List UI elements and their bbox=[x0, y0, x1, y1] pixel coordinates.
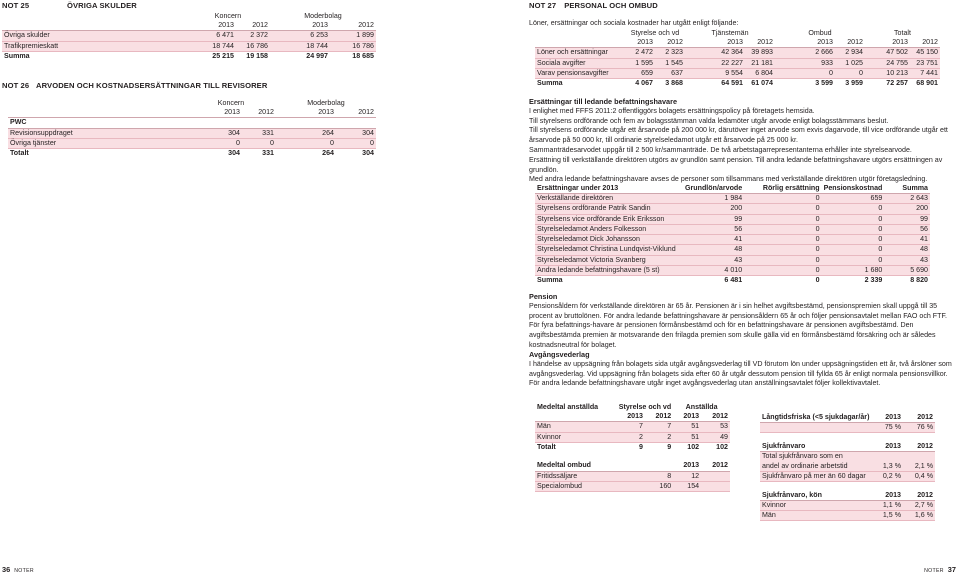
cell: 72 257 bbox=[865, 79, 910, 89]
note-number: NOT 26 bbox=[2, 81, 30, 90]
group-header-moderbolag: Moderbolag bbox=[304, 12, 342, 20]
cell: 2 323 bbox=[655, 48, 685, 58]
cell: 331 bbox=[242, 149, 276, 159]
note-title: ÖVRIGA SKULDER bbox=[67, 1, 137, 10]
cell: 75 % bbox=[875, 423, 903, 433]
cell: 264 bbox=[276, 128, 336, 138]
cell: 1 545 bbox=[655, 58, 685, 68]
year-header: 2012 bbox=[903, 413, 935, 423]
cell: 7 bbox=[617, 422, 645, 432]
cell: 8 820 bbox=[884, 275, 930, 285]
table-row bbox=[535, 422, 730, 432]
row-label: Övriga tjänster bbox=[8, 138, 186, 148]
note-title: ARVODEN OCH KOSTNADSERSÄTTNINGAR TILL REVISORER bbox=[36, 81, 268, 90]
paragraph: I händelse av uppsägning från bolagets sida utgår avgångsvederlag till VD förutom lön under uppsägningstiden ett år, två årslöner som avgångsvederlag. Vid uppsägning från bolagets sida efter 60 år utgår dessutom pension till fyllda 65 år enligt normala pensionsvillkor. För andra ledande befattningshavare utgår inget avgångsvederlag utan anställningsavtalet följer kollektivavtalet. bbox=[529, 359, 952, 388]
page-number: 36 bbox=[2, 565, 11, 573]
table-title: Medeltal ombud bbox=[535, 461, 617, 471]
group-header: Totalt bbox=[894, 29, 911, 37]
cell: 41 bbox=[884, 235, 930, 245]
page-footer-right bbox=[924, 565, 956, 573]
row-label: Summa bbox=[535, 275, 678, 285]
row-label: andel av ordinarie arbetstid bbox=[760, 462, 875, 472]
cell: 659 bbox=[822, 194, 885, 204]
cell: 304 bbox=[336, 128, 376, 138]
cell: 18 744 bbox=[186, 41, 236, 51]
year-header: 2012 bbox=[655, 38, 685, 48]
cell: 0 bbox=[822, 255, 885, 265]
year-header: 2012 bbox=[645, 412, 673, 422]
year-header: 2012 bbox=[242, 108, 276, 118]
cell: 9 554 bbox=[685, 68, 745, 78]
cell: 1 025 bbox=[835, 58, 865, 68]
cell: 933 bbox=[775, 58, 835, 68]
cell: 43 bbox=[884, 255, 930, 265]
page-number: 37 bbox=[947, 565, 956, 573]
year-header: 2013 bbox=[875, 413, 903, 423]
row-label: Kvinnor bbox=[535, 432, 617, 442]
cell: 18 685 bbox=[330, 51, 376, 61]
cell: 99 bbox=[884, 214, 930, 224]
table-row bbox=[535, 255, 930, 265]
group-header: Tjänstemän bbox=[711, 29, 749, 37]
cell: 0 bbox=[775, 68, 835, 78]
year-header: 2013 bbox=[685, 38, 745, 48]
note-title: PERSONAL OCH OMBUD bbox=[564, 1, 658, 10]
cell: 0 bbox=[744, 224, 821, 234]
cell: 102 bbox=[673, 442, 701, 452]
cell: 102 bbox=[701, 442, 730, 452]
row-label: Övriga skulder bbox=[2, 31, 186, 41]
cell: 0 bbox=[822, 235, 885, 245]
table-row bbox=[760, 423, 935, 433]
table-row bbox=[8, 138, 376, 148]
average-employees-table bbox=[535, 403, 730, 492]
cell: 1,5 % bbox=[875, 511, 903, 521]
footer-label: NOTER bbox=[924, 568, 944, 573]
cell: 3 868 bbox=[655, 79, 685, 89]
section-heading: Avgångsvederlag bbox=[529, 350, 590, 359]
cell bbox=[903, 452, 935, 462]
cell: 3 599 bbox=[775, 79, 835, 89]
cell: 154 bbox=[673, 481, 701, 491]
row-label: Män bbox=[535, 422, 617, 432]
table-title: Sjukfrånvaro bbox=[760, 442, 875, 452]
cell: 41 bbox=[678, 235, 745, 245]
year-header: 2012 bbox=[903, 442, 935, 452]
table-row bbox=[535, 265, 930, 275]
row-label: Summa bbox=[535, 79, 625, 89]
cell: 6 253 bbox=[270, 31, 330, 41]
note-26-heading bbox=[2, 81, 267, 91]
group-header: Anställda bbox=[685, 403, 718, 411]
cell: 42 364 bbox=[685, 48, 745, 58]
year-header: 2013 bbox=[875, 442, 903, 452]
row-label: Totalt bbox=[535, 442, 617, 452]
cell: 304 bbox=[186, 149, 242, 159]
group-header-moderbolag: Moderbolag bbox=[307, 99, 345, 107]
cell bbox=[875, 452, 903, 462]
cell: 1,6 % bbox=[903, 511, 935, 521]
cell: 6 471 bbox=[186, 31, 236, 41]
cell: 18 744 bbox=[270, 41, 330, 51]
cell: 331 bbox=[242, 128, 276, 138]
cell: 160 bbox=[645, 481, 673, 491]
year-header: 2013 bbox=[186, 21, 236, 31]
row-label: Män bbox=[760, 511, 875, 521]
cell: 200 bbox=[884, 204, 930, 214]
cell: 51 bbox=[673, 422, 701, 432]
note-25-heading bbox=[2, 1, 137, 11]
cell: 24 997 bbox=[270, 51, 330, 61]
cell: 68 901 bbox=[910, 79, 940, 89]
cell: 2 339 bbox=[822, 275, 885, 285]
year-header: 2013 bbox=[276, 108, 336, 118]
year-header: 2012 bbox=[336, 108, 376, 118]
cell: 51 bbox=[673, 432, 701, 442]
note-27-heading bbox=[529, 1, 658, 11]
paragraph: I enlighet med FFFS 2011:2 offentliggörs bolagets ersättningspolicy på företagets hemsida. bbox=[529, 106, 815, 115]
year-header: 2012 bbox=[701, 412, 730, 422]
cell: 2 bbox=[617, 432, 645, 442]
row-label: Styrelsens vice ordförande Erik Eriksson bbox=[535, 214, 678, 224]
sum-row bbox=[2, 51, 376, 61]
row-label: Styrelsens ordförande Patrik Sandin bbox=[535, 204, 678, 214]
cell: 0 bbox=[744, 235, 821, 245]
cell: 0 bbox=[744, 245, 821, 255]
cell: 0 bbox=[835, 68, 865, 78]
row-label: Verkställande direktören bbox=[535, 194, 678, 204]
cell: 1 984 bbox=[678, 194, 745, 204]
cell: 1,3 % bbox=[875, 462, 903, 472]
year-header: 2012 bbox=[745, 38, 775, 48]
table-row bbox=[535, 471, 730, 481]
cell: 8 bbox=[645, 471, 673, 481]
cell: 0 bbox=[744, 255, 821, 265]
row-label: Fritidssäljare bbox=[535, 471, 617, 481]
year-header: 2013 bbox=[270, 21, 330, 31]
group-header: Styrelse och vd bbox=[618, 403, 672, 411]
row-label: Trafikpremieskatt bbox=[2, 41, 186, 51]
year-header: 2013 bbox=[673, 461, 701, 471]
table-row bbox=[2, 41, 376, 51]
personnel-costs-table bbox=[535, 29, 940, 88]
cell: 0 bbox=[744, 204, 821, 214]
column-header: Ersättningar under 2013 bbox=[535, 184, 678, 194]
row-label: Sjukfrånvaro på mer än 60 dagar bbox=[760, 471, 875, 481]
table-row bbox=[760, 471, 935, 481]
cell: 1,1 % bbox=[875, 500, 903, 510]
cell: 25 215 bbox=[186, 51, 236, 61]
note-number: NOT 25 bbox=[2, 1, 30, 10]
year-header: 2012 bbox=[835, 38, 865, 48]
severance-section bbox=[529, 350, 954, 389]
table-row bbox=[535, 58, 940, 68]
cell: 264 bbox=[276, 149, 336, 159]
row-label: Styrelseledamot Dick Johansson bbox=[535, 235, 678, 245]
cell: 200 bbox=[678, 204, 745, 214]
column-header: Rörlig ersättning bbox=[744, 184, 821, 194]
cell: 0 bbox=[822, 204, 885, 214]
year-header: 2013 bbox=[673, 412, 701, 422]
table-row bbox=[535, 235, 930, 245]
cell: 2 666 bbox=[775, 48, 835, 58]
year-header: 2012 bbox=[236, 21, 270, 31]
paragraph: Till styrelsens ordförande utgår ett årsarvode på 200 000 kr, därutöver inget arvode som exvis dagarvode, till vice ordförande utgår ett årsarvode på 50 000 kr, till ordinarie styrelseledamot utgår ett årsarvode på 25 000 kr. bbox=[529, 126, 948, 145]
paragraph: Sammanträdesarvodet uppgår till 2 500 kr/sammanträde. De två arbetstagarrepresentanterna erhåller inte styrelsearvode. bbox=[529, 145, 912, 154]
cell: 21 181 bbox=[745, 58, 775, 68]
executive-compensation-text bbox=[529, 97, 954, 185]
table-row bbox=[760, 462, 935, 472]
cell: 6 804 bbox=[745, 68, 775, 78]
cell: 49 bbox=[701, 432, 730, 442]
note-26-table bbox=[8, 99, 376, 158]
cell: 3 959 bbox=[835, 79, 865, 89]
cell: 64 591 bbox=[685, 79, 745, 89]
year-header: 2013 bbox=[186, 108, 242, 118]
paragraph: Pensionsåldern för verkställande direktören är 65 år. Pensionen är i sin helhet avgiftsbestämd, pensionspremien skall uppgå till 35 procent av bruttolönen. För andra ledande befattningshavare är pensionsåldern 65 år och följer pensionsavtalet mellan FAO och FTF. För fyra befattnings-havare är pensionen förmånsbestämd och för en befattningshavare är pensionen avgiftsbestämd. Den avgiftsbestämda premien är motsvarande den frilagda premien som skulle gälla vid en förmånsbestämd försäkring och är således kostnadsneutral för bolaget. bbox=[529, 301, 947, 349]
table-row bbox=[535, 214, 930, 224]
cell: 53 bbox=[701, 422, 730, 432]
cell: 24 755 bbox=[865, 58, 910, 68]
table-row bbox=[535, 245, 930, 255]
cell: 9 bbox=[617, 442, 645, 452]
table-row bbox=[535, 204, 930, 214]
row-label: Andra ledande befattningshavare (5 st) bbox=[535, 265, 678, 275]
cell: 0 bbox=[822, 224, 885, 234]
cell: 1 680 bbox=[822, 265, 885, 275]
cell: 56 bbox=[884, 224, 930, 234]
cell: 0,4 % bbox=[903, 471, 935, 481]
cell: 39 893 bbox=[745, 48, 775, 58]
year-header: 2013 bbox=[775, 38, 835, 48]
note-27-intro: Löner, ersättningar och sociala kostnader har utgått enligt följande: bbox=[529, 19, 739, 27]
table-row bbox=[8, 128, 376, 138]
cell: 0,2 % bbox=[875, 471, 903, 481]
year-header: 2012 bbox=[701, 461, 730, 471]
cell: 2,1 % bbox=[903, 462, 935, 472]
row-label: Varav pensionsavgifter bbox=[535, 68, 625, 78]
cell: 0 bbox=[744, 214, 821, 224]
table-title: Medeltal anställda bbox=[537, 403, 599, 411]
cell: 659 bbox=[625, 68, 655, 78]
cell: 304 bbox=[336, 149, 376, 159]
subheading: PWC bbox=[8, 118, 186, 128]
cell: 2,7 % bbox=[903, 500, 935, 510]
row-label: Summa bbox=[2, 51, 186, 61]
cell: 56 bbox=[678, 224, 745, 234]
cell: 304 bbox=[186, 128, 242, 138]
cell: 16 786 bbox=[236, 41, 270, 51]
cell: 0 bbox=[744, 275, 821, 285]
cell: 0 bbox=[186, 138, 242, 148]
table-row bbox=[760, 500, 935, 510]
cell: 5 690 bbox=[884, 265, 930, 275]
cell: 2 934 bbox=[835, 48, 865, 58]
cell: 43 bbox=[678, 255, 745, 265]
cell: 12 bbox=[673, 471, 701, 481]
row-label: Styrelseledamot Victoria Svanberg bbox=[535, 255, 678, 265]
cell: 637 bbox=[655, 68, 685, 78]
cell: 0 bbox=[744, 194, 821, 204]
cell: 48 bbox=[678, 245, 745, 255]
table-title: Långtidsfriska (<5 sjukdagar/år) bbox=[760, 413, 875, 423]
cell: 23 751 bbox=[910, 58, 940, 68]
row-label: Totalt bbox=[8, 149, 186, 159]
year-header: 2013 bbox=[625, 38, 655, 48]
sum-row bbox=[535, 275, 930, 285]
cell: 7 441 bbox=[910, 68, 940, 78]
sum-row bbox=[8, 149, 376, 159]
table-row bbox=[535, 48, 940, 58]
cell: 7 bbox=[645, 422, 673, 432]
paragraph: Till styrelsens ordförande och fem av bolagsstämman valda ledamöter utgår arvode enligt bolagsstämmans beslut. bbox=[529, 116, 889, 125]
table-row bbox=[760, 452, 935, 462]
row-label: Revisionsuppdraget bbox=[8, 128, 186, 138]
group-header-koncern: Koncern bbox=[214, 12, 242, 20]
year-header: 2013 bbox=[875, 491, 903, 501]
paragraph: Med andra ledande befattningshavare avses de personer som tillsammans med verkställande direktören utgör företagsledning. bbox=[529, 175, 928, 184]
year-header: 2012 bbox=[903, 491, 935, 501]
cell: 99 bbox=[678, 214, 745, 224]
cell: 0 bbox=[822, 245, 885, 255]
cell: 76 % bbox=[903, 423, 935, 433]
pension-section bbox=[529, 292, 954, 351]
row-label: Sociala avgifter bbox=[535, 58, 625, 68]
cell: 1 899 bbox=[330, 31, 376, 41]
row-label: Kvinnor bbox=[760, 500, 875, 510]
column-header: Grundlön/arvode bbox=[678, 184, 745, 194]
cell: 0 bbox=[336, 138, 376, 148]
cell: 0 bbox=[744, 265, 821, 275]
table-row bbox=[535, 224, 930, 234]
sum-row bbox=[535, 442, 730, 452]
group-header-koncern: Koncern bbox=[217, 99, 245, 107]
footer-label: NOTER bbox=[14, 568, 34, 573]
year-header: 2013 bbox=[617, 412, 645, 422]
row-label: Styrelseledamot Anders Folkesson bbox=[535, 224, 678, 234]
note-number: NOT 27 bbox=[529, 1, 557, 10]
row-label: Styrelseledamot Christina Lundqvist-Viklund bbox=[537, 245, 676, 254]
column-header: Pensionskostnad bbox=[823, 184, 883, 192]
group-header: Styrelse och vd bbox=[630, 29, 680, 37]
row-label: Löner och ersättningar bbox=[535, 48, 625, 58]
year-header: 2012 bbox=[910, 38, 940, 48]
cell: 45 150 bbox=[910, 48, 940, 58]
note-25-table bbox=[2, 12, 376, 61]
cell: 0 bbox=[276, 138, 336, 148]
cell: 0 bbox=[822, 214, 885, 224]
table-row bbox=[535, 481, 730, 491]
table-row bbox=[535, 432, 730, 442]
cell: 48 bbox=[884, 245, 930, 255]
cell: 10 213 bbox=[865, 68, 910, 78]
table-row bbox=[2, 31, 376, 41]
sum-row bbox=[535, 79, 940, 89]
cell: 2 643 bbox=[884, 194, 930, 204]
cell: 4 010 bbox=[678, 265, 745, 275]
cell: 22 227 bbox=[685, 58, 745, 68]
sick-leave-tables bbox=[760, 413, 935, 521]
year-header: 2012 bbox=[330, 21, 376, 31]
cell: 16 786 bbox=[330, 41, 376, 51]
cell: 61 074 bbox=[745, 79, 775, 89]
section-heading: Ersättningar till ledande befattningshavare bbox=[529, 97, 677, 106]
cell: 2 372 bbox=[236, 31, 270, 41]
compensation-2013-table bbox=[535, 184, 930, 285]
cell: 0 bbox=[242, 138, 276, 148]
table-row bbox=[760, 511, 935, 521]
cell: 19 158 bbox=[236, 51, 270, 61]
cell: 2 472 bbox=[625, 48, 655, 58]
table-row bbox=[535, 68, 940, 78]
cell: 9 bbox=[645, 442, 673, 452]
table-title: Sjukfrånvaro, kön bbox=[760, 491, 875, 501]
section-heading: Pension bbox=[529, 292, 558, 301]
row-label: Specialombud bbox=[535, 481, 617, 491]
page-footer-left bbox=[2, 565, 34, 573]
cell: 1 595 bbox=[625, 58, 655, 68]
paragraph: Ersättning till verkställande direktören utgörs av grundlön samt pension. Till andra ledande befattningshavare utgörs ersättningen av grundlön. bbox=[529, 155, 943, 174]
table-row bbox=[535, 194, 930, 204]
cell: 2 bbox=[645, 432, 673, 442]
year-header: 2013 bbox=[865, 38, 910, 48]
group-header: Ombud bbox=[808, 29, 832, 37]
cell: 47 502 bbox=[865, 48, 910, 58]
cell: 6 481 bbox=[678, 275, 745, 285]
column-header: Summa bbox=[884, 184, 930, 194]
cell: 4 067 bbox=[625, 79, 655, 89]
row-label: Total sjukfrånvaro som en bbox=[762, 452, 843, 461]
